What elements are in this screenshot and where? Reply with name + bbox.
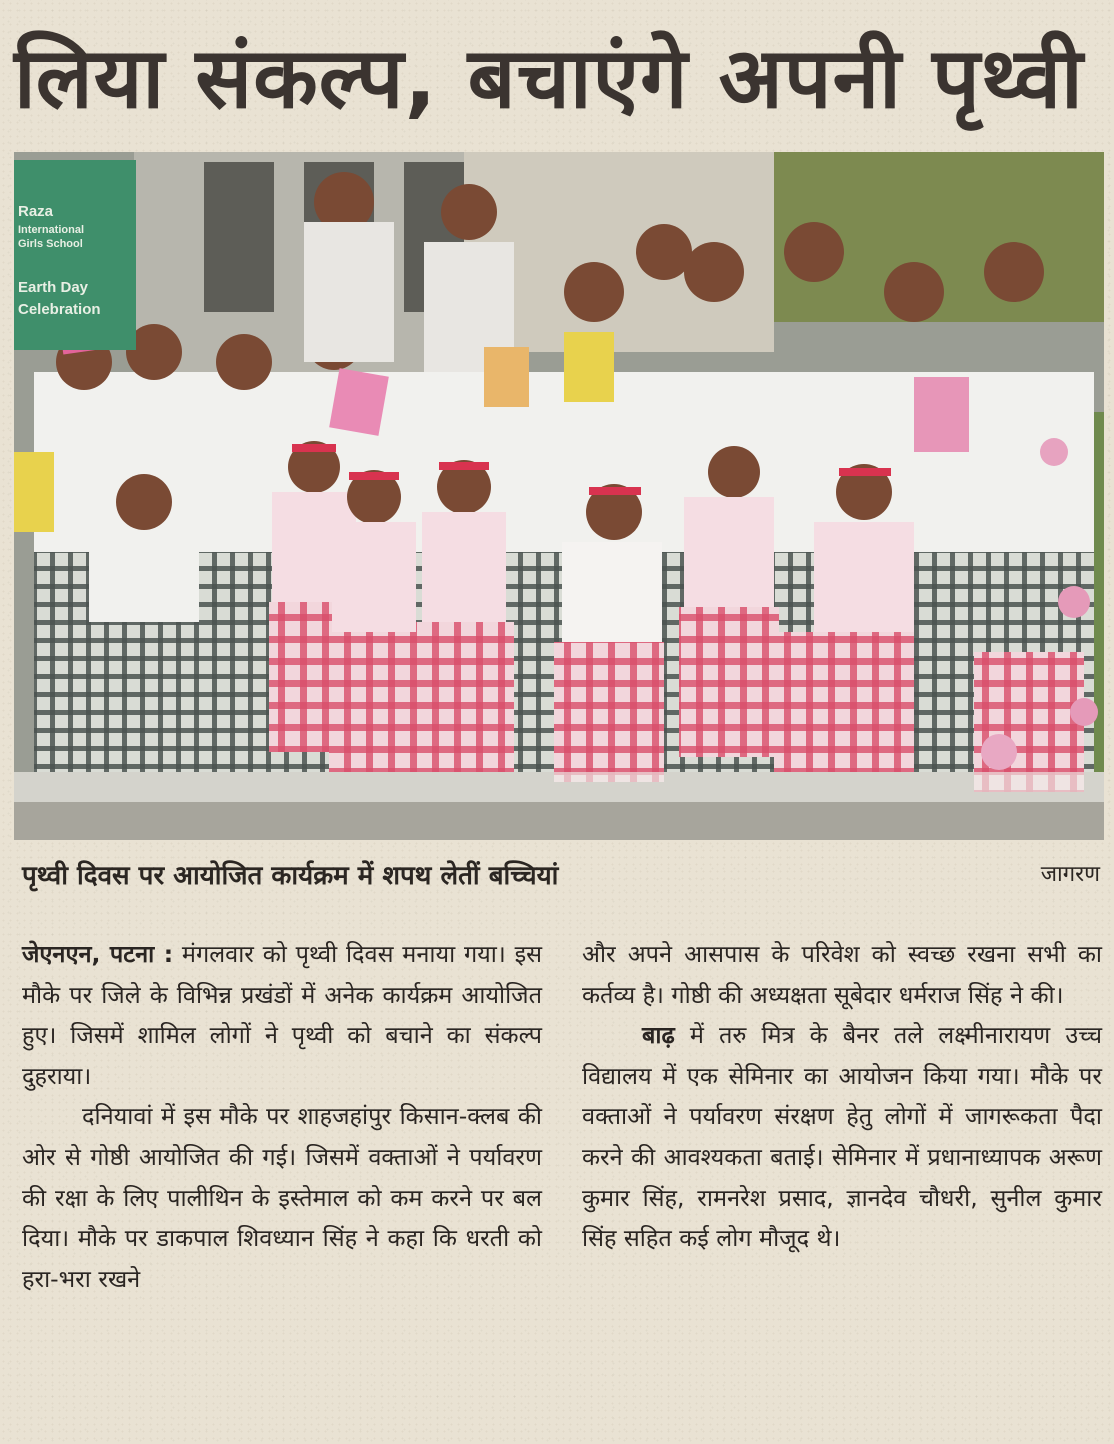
article-paragraph-4 [582, 1015, 1102, 1259]
sign-line-5: Celebration [18, 301, 101, 318]
paragraph-1-text: मंगलवार को पृथ्वी दिवस मनाया गया। इस मौके पर जिले के विभिन्न प्रखंडों में अनेक कार्यक्रम आयोजित हुए। जिसमें शामिल लोगों ने पृथ्वी को बचाने का संकल्प दुहराया। [22, 940, 543, 1090]
news-photo [14, 152, 1104, 840]
photo-scene [14, 152, 1104, 840]
sign-line-2: International [18, 224, 85, 236]
photo-credit: जागरण [1040, 862, 1100, 887]
article-column-left [22, 934, 542, 1299]
headline: लिया संकल्प, बचाएंगे अपनी पृथ्वी [14, 29, 1084, 127]
paragraph-4-lead: बाढ़ [642, 1021, 675, 1050]
article-paragraph-3: और अपने आसपास के परिवेश को स्वच्छ रखना सभी का कर्तव्य है। गोष्ठी की अध्यक्षता सूबेदार धर्मराज सिंह ने की। [582, 940, 1102, 1009]
photo-caption: पृथ्वी दिवस पर आयोजित कार्यक्रम में शपथ लेतीं बच्चियां [22, 861, 559, 891]
sign-line-3: Girls School [18, 238, 83, 250]
dateline: जेएनएन, पटना : [22, 940, 174, 968]
article-paragraph-1 [22, 934, 542, 1096]
school-sign [14, 160, 136, 350]
paragraph-4-text: में तरु मित्र के बैनर तले लक्ष्मीनारायण उच्च विद्यालय में एक सेमिनार का आयोजन किया गया। मौके पर वक्ताओं ने पर्यावरण संरक्षण हेतु लोगों में जागरूकता पैदा करने की आवश्यकता बताई। सेमिनार में प्रधानाध्यापक अरूण कुमार सिंह, रामनरेश प्रसाद, ज्ञानदेव चौधरी, सुनील कुमार सिंह सहित कई लोग मौजूद थे। [582, 1021, 1102, 1253]
sign-line-1: Raza [18, 203, 54, 220]
article-column-right [582, 934, 1102, 1259]
sign-line-4: Earth Day [18, 279, 89, 296]
article-paragraph-2: दनियावां में इस मौके पर शाहजहांपुर किसान-क्लब की ओर से गोष्ठी आयोजित की गई। जिसमें वक्ताओं ने पर्यावरण की रक्षा के लिए पालीथिन के इस्तेमाल को कम करने पर बल दिया। मौके पर डाकपाल शिवध्यान सिंह ने कहा कि धरती को हरा-भरा रखने [22, 1102, 542, 1293]
